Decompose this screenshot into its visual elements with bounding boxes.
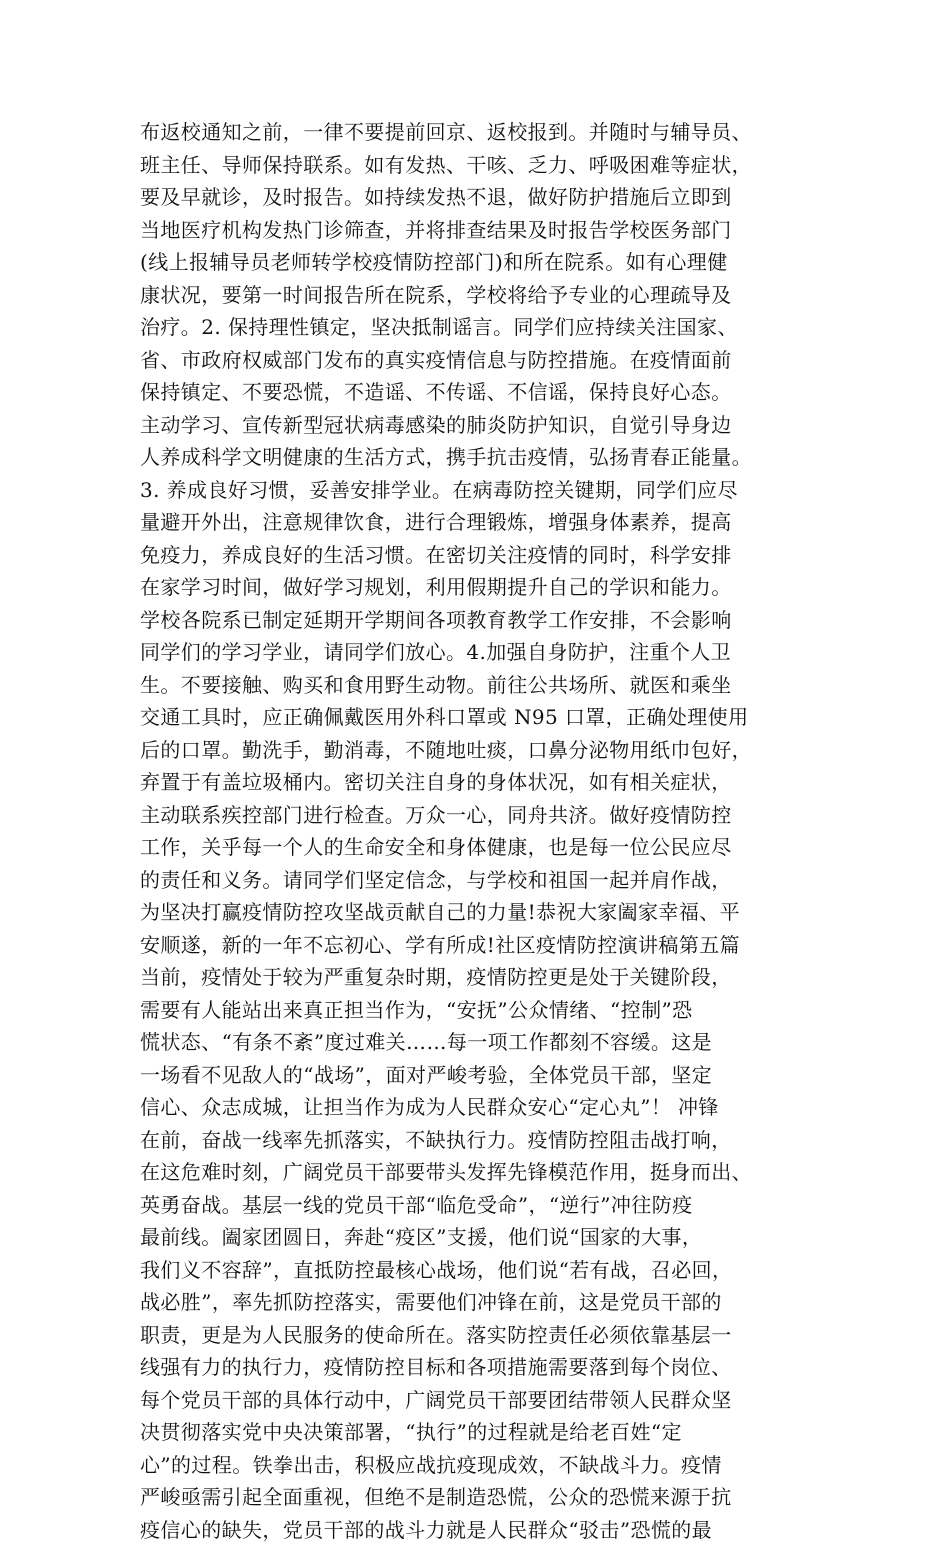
text-line: 康状况，要第一时间报告所在院系，学校将给予专业的心理疏导及: [140, 279, 820, 312]
text-line: 需要有人能站出来真正担当作为，“安抚”公众情绪、“控制”恐: [140, 994, 820, 1027]
text-line: 主动联系疾控部门进行检查。万众一心，同舟共济。做好疫情防控: [140, 799, 820, 832]
text-line: 当前，疫情处于较为严重复杂时期，疫情防控更是处于关键阶段，: [140, 961, 820, 994]
text-line: 严峻亟需引起全面重视，但绝不是制造恐慌，公众的恐慌来源于抗: [140, 1481, 820, 1514]
text-line: 量避开外出，注意规律饮食，进行合理锻炼，增强身体素养，提高: [140, 506, 820, 539]
text-line: 主动学习、宣传新型冠状病毒感染的肺炎防护知识，自觉引导身边: [140, 409, 820, 442]
text-line: 要及早就诊，及时报告。如持续发热不退，做好防护措施后立即到: [140, 181, 820, 214]
text-line: 交通工具时，应正确佩戴医用外科口罩或 N95 口罩，正确处理使用: [140, 701, 820, 734]
text-line: 当地医疗机构发热门诊筛查，并将排查结果及时报告学校医务部门: [140, 214, 820, 247]
text-line: 工作，关乎每一个人的生命安全和身体健康，也是每一位公民应尽: [140, 831, 820, 864]
text-line: 后的口罩。勤洗手，勤消毒，不随地吐痰，口鼻分泌物用纸巾包好，: [140, 734, 820, 767]
text-line: 一场看不见敌人的“战场”，面对严峻考验，全体党员干部，坚定: [140, 1059, 820, 1092]
text-line: 在家学习时间，做好学习规划，利用假期提升自己的学识和能力。: [140, 571, 820, 604]
text-line: 在前，奋战一线率先抓落实，不缺执行力。疫情防控阻击战打响，: [140, 1124, 820, 1157]
text-line: 疫信心的缺失，党员干部的战斗力就是人民群众“驳击”恐慌的最: [140, 1514, 820, 1546]
text-line: 职责，更是为人民服务的使命所在。落实防控责任必须依靠基层一: [140, 1319, 820, 1352]
text-line: 省、市政府权威部门发布的真实疫情信息与防控措施。在疫情面前: [140, 344, 820, 377]
text-line: 战必胜”，率先抓防控落实，需要他们冲锋在前，这是党员干部的: [140, 1286, 820, 1319]
text-line: 决贯彻落实党中央决策部署，“执行”的过程就是给老百姓“定: [140, 1416, 820, 1449]
text-line: 为坚决打赢疫情防控攻坚战贡献自己的力量!恭祝大家阖家幸福、平: [140, 896, 820, 929]
text-line: 最前线。阖家团圆日，奔赴“疫区”支援，他们说“国家的大事，: [140, 1221, 820, 1254]
text-line: 慌状态、“有条不紊”度过难关……每一项工作都刻不容缓。这是: [140, 1026, 820, 1059]
text-line: 在这危难时刻，广阔党员干部要带头发挥先锋模范作用，挺身而出、: [140, 1156, 820, 1189]
text-line: 的责任和义务。请同学们坚定信念，与学校和祖国一起并肩作战，: [140, 864, 820, 897]
text-line: (线上报辅导员老师转学校疫情防控部门)和所在院系。如有心理健: [140, 246, 820, 279]
text-line: 安顺遂，新的一年不忘初心、学有所成!社区疫情防控演讲稿第五篇: [140, 929, 820, 962]
text-line: 线强有力的执行力，疫情防控目标和各项措施需要落到每个岗位、: [140, 1351, 820, 1384]
text-line: 人养成科学文明健康的生活方式，携手抗击疫情，弘扬青春正能量。: [140, 441, 820, 474]
text-line: 心”的过程。铁拳出击，积极应战抗疫现成效，不缺战斗力。疫情: [140, 1449, 820, 1482]
text-line: 保持镇定、不要恐慌，不造谣、不传谣、不信谣，保持良好心态。: [140, 376, 820, 409]
text-line: 信心、众志成城，让担当作为成为人民群众安心“定心丸”！ 冲锋: [140, 1091, 820, 1124]
text-line: 同学们的学习学业，请同学们放心。4.加强自身防护，注重个人卫: [140, 636, 820, 669]
text-line: 英勇奋战。基层一线的党员干部“临危受命”，“逆行”冲往防疫: [140, 1189, 820, 1222]
text-line: 学校各院系已制定延期开学期间各项教育教学工作安排，不会影响: [140, 604, 820, 637]
body-text: [140, 116, 820, 1546]
text-line: 我们义不容辞”，直抵防控最核心战场，他们说“若有战，召必回，: [140, 1254, 820, 1287]
text-line: 3. 养成良好习惯，妥善安排学业。在病毒防控关键期，同学们应尽: [140, 474, 820, 507]
text-line: 布返校通知之前，一律不要提前回京、返校报到。并随时与辅导员、: [140, 116, 820, 149]
text-line: 免疫力，养成良好的生活习惯。在密切关注疫情的同时，科学安排: [140, 539, 820, 572]
text-line: 弃置于有盖垃圾桶内。密切关注自身的身体状况，如有相关症状，: [140, 766, 820, 799]
text-line: 班主任、导师保持联系。如有发热、干咳、乏力、呼吸困难等症状，: [140, 149, 820, 182]
text-line: 治疗。2. 保持理性镇定，坚决抵制谣言。同学们应持续关注国家、: [140, 311, 820, 344]
text-line: 每个党员干部的具体行动中，广阔党员干部要团结带领人民群众坚: [140, 1384, 820, 1417]
text-line: 生。不要接触、购买和食用野生动物。前往公共场所、就医和乘坐: [140, 669, 820, 702]
